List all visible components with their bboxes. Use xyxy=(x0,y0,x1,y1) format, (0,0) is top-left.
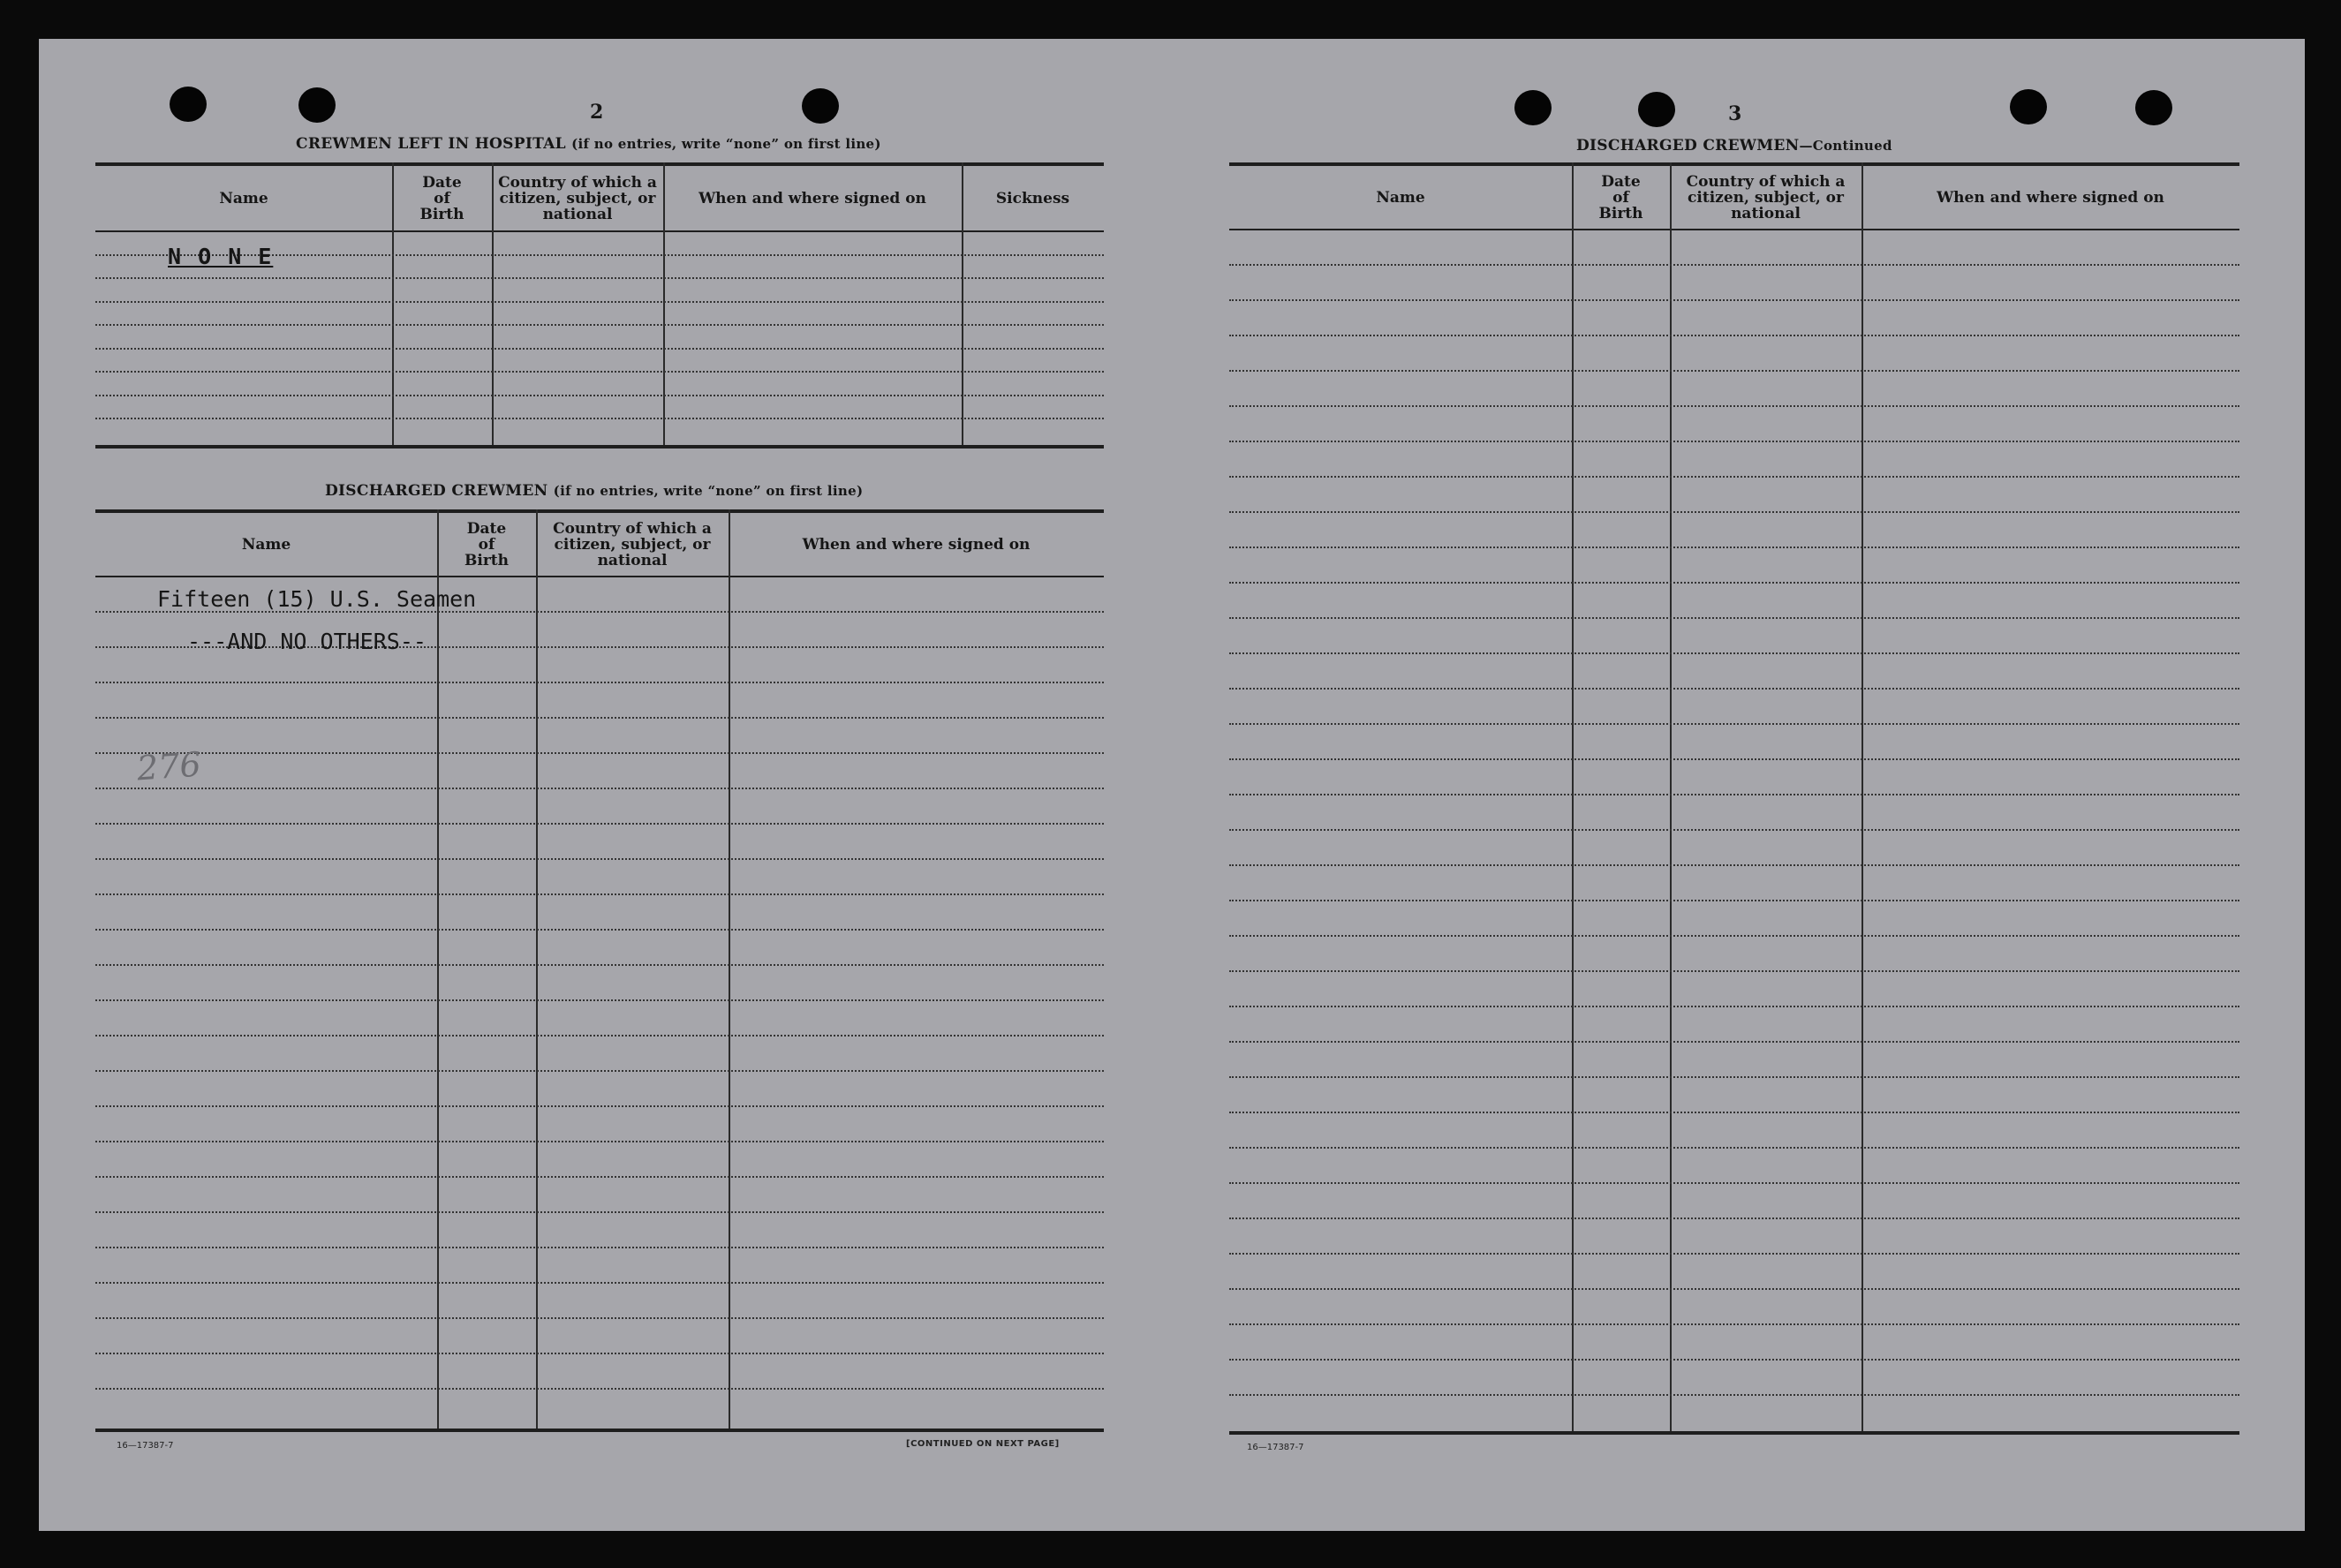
continued-section-title xyxy=(1576,137,1892,155)
column-header-label: Name xyxy=(1376,188,1425,207)
handwritten-note: 276 xyxy=(135,744,202,788)
row-line xyxy=(1229,299,2239,301)
row-line xyxy=(1229,1006,2239,1007)
table-top-rule xyxy=(1229,162,2239,166)
form-number: 16—17387-7 xyxy=(117,1441,174,1451)
column-header xyxy=(437,515,536,574)
column-header xyxy=(492,168,663,229)
row-line xyxy=(95,1388,1104,1390)
column-header xyxy=(95,515,437,574)
row-line xyxy=(95,682,1104,683)
column-header-label: When and where signed on xyxy=(699,189,926,207)
row-line xyxy=(1229,405,2239,407)
form-number: 16—17387-7 xyxy=(1247,1443,1304,1452)
table-bottom-rule xyxy=(1229,1431,2239,1435)
punch-hole xyxy=(2135,90,2172,125)
table-bottom-rule xyxy=(95,1429,1104,1432)
column-divider xyxy=(1572,162,1574,1431)
row-line xyxy=(95,1247,1104,1248)
punch-hole xyxy=(1514,90,1552,125)
row-line xyxy=(1229,723,2239,725)
column-header xyxy=(729,515,1104,574)
row-line xyxy=(1229,1323,2239,1325)
hospital-title-text: CREWMEN LEFT IN HOSPITAL xyxy=(296,135,566,153)
row-line xyxy=(1229,547,2239,548)
punch-hole xyxy=(802,88,839,124)
row-line xyxy=(95,1035,1104,1037)
column-header-label: Country of which a citizen, subject, or national xyxy=(498,173,657,223)
row-line xyxy=(1229,1147,2239,1149)
continued-note: [CONTINUED ON NEXT PAGE] xyxy=(906,1439,1060,1449)
row-line xyxy=(1229,264,2239,266)
row-line xyxy=(95,1176,1104,1178)
column-header xyxy=(962,168,1104,229)
table-top-rule xyxy=(95,509,1104,513)
row-line xyxy=(95,1353,1104,1354)
table-bottom-rule xyxy=(95,445,1104,449)
header-rule xyxy=(95,576,1104,577)
column-header-label: When and where signed on xyxy=(1937,188,2164,207)
row-line xyxy=(95,823,1104,825)
row-line xyxy=(1229,1394,2239,1396)
column-divider xyxy=(1861,162,1863,1431)
row-line xyxy=(1229,688,2239,690)
column-header xyxy=(536,515,729,574)
page-number: 2 xyxy=(590,101,604,124)
row-line xyxy=(95,964,1104,966)
row-line xyxy=(95,1141,1104,1142)
row-line xyxy=(1229,511,2239,513)
column-header xyxy=(1670,168,1861,227)
row-line xyxy=(95,717,1104,719)
row-line xyxy=(95,893,1104,895)
row-line xyxy=(1229,829,2239,831)
punch-hole xyxy=(298,87,336,123)
column-header xyxy=(1572,168,1670,227)
row-line xyxy=(95,277,1104,279)
row-line xyxy=(1229,582,2239,584)
hospital-section-title xyxy=(296,135,881,153)
punch-hole xyxy=(1638,92,1675,127)
row-line xyxy=(1229,652,2239,654)
discharged-entry: Fifteen (15) U.S. Seamen xyxy=(157,586,477,612)
row-line xyxy=(1229,370,2239,372)
punch-hole xyxy=(2010,89,2047,124)
row-line xyxy=(1229,794,2239,795)
column-header-label: Country of which a citizen, subject, or national xyxy=(553,519,712,569)
column-header xyxy=(1861,168,2239,227)
row-line xyxy=(1229,900,2239,901)
row-line xyxy=(95,858,1104,860)
column-header-label: Country of which a citizen, subject, or national xyxy=(1686,172,1846,222)
row-line xyxy=(1229,617,2239,619)
row-line xyxy=(1229,935,2239,937)
row-line xyxy=(1229,1217,2239,1219)
row-line xyxy=(1229,335,2239,336)
row-line xyxy=(95,1105,1104,1107)
column-header-label: Name xyxy=(219,189,268,207)
column-divider xyxy=(1670,162,1672,1431)
punch-hole xyxy=(170,87,207,122)
row-line xyxy=(1229,758,2239,760)
column-header-label: Date of Birth xyxy=(419,173,464,223)
column-header-label: Name xyxy=(241,535,291,554)
row-line xyxy=(95,1211,1104,1213)
row-line xyxy=(1229,1041,2239,1043)
row-line xyxy=(95,999,1104,1001)
row-line xyxy=(1229,970,2239,972)
discharged-section-title xyxy=(325,482,863,500)
row-line xyxy=(95,788,1104,789)
column-header-label: Date of Birth xyxy=(1598,172,1643,222)
row-line xyxy=(95,1282,1104,1284)
continued-title-text: DISCHARGED CREWMEN xyxy=(1576,137,1800,155)
row-line xyxy=(1229,1253,2239,1255)
column-header xyxy=(1229,168,1572,227)
row-line xyxy=(1229,1182,2239,1184)
row-line xyxy=(95,418,1104,419)
header-rule xyxy=(95,230,1104,232)
column-header xyxy=(95,168,392,229)
column-header xyxy=(663,168,962,229)
row-line xyxy=(95,752,1104,754)
row-line xyxy=(95,929,1104,931)
row-line xyxy=(1229,1359,2239,1361)
row-line xyxy=(1229,1288,2239,1290)
discharged-entry: ---AND NO OTHERS-- xyxy=(187,629,427,654)
row-line xyxy=(95,371,1104,373)
row-line xyxy=(1229,476,2239,478)
row-line xyxy=(95,395,1104,396)
page-number: 3 xyxy=(1728,102,1742,125)
discharged-title-text: DISCHARGED CREWMEN xyxy=(325,482,548,500)
column-header-label: Date of Birth xyxy=(464,519,509,569)
header-rule xyxy=(1229,229,2239,230)
row-line xyxy=(1229,441,2239,442)
column-header xyxy=(392,168,492,229)
row-line xyxy=(95,348,1104,350)
hospital-instruction: (if no entries, write “none” on first line) xyxy=(571,136,881,152)
table-top-rule xyxy=(95,162,1104,166)
row-line xyxy=(95,324,1104,326)
row-line xyxy=(1229,864,2239,866)
row-line xyxy=(1229,1112,2239,1113)
document-sheet xyxy=(39,39,2305,1531)
column-header-label: Sickness xyxy=(995,189,1070,207)
row-line xyxy=(95,301,1104,303)
discharged-instruction: (if no entries, write “none” on first line) xyxy=(553,483,864,499)
row-line xyxy=(1229,1076,2239,1078)
row-line xyxy=(95,1070,1104,1072)
hospital-entry-none: N O N E xyxy=(168,244,274,269)
column-header-label: When and where signed on xyxy=(802,535,1031,554)
row-line xyxy=(95,1317,1104,1319)
continued-title-suffix: —Continued xyxy=(1799,138,1892,154)
